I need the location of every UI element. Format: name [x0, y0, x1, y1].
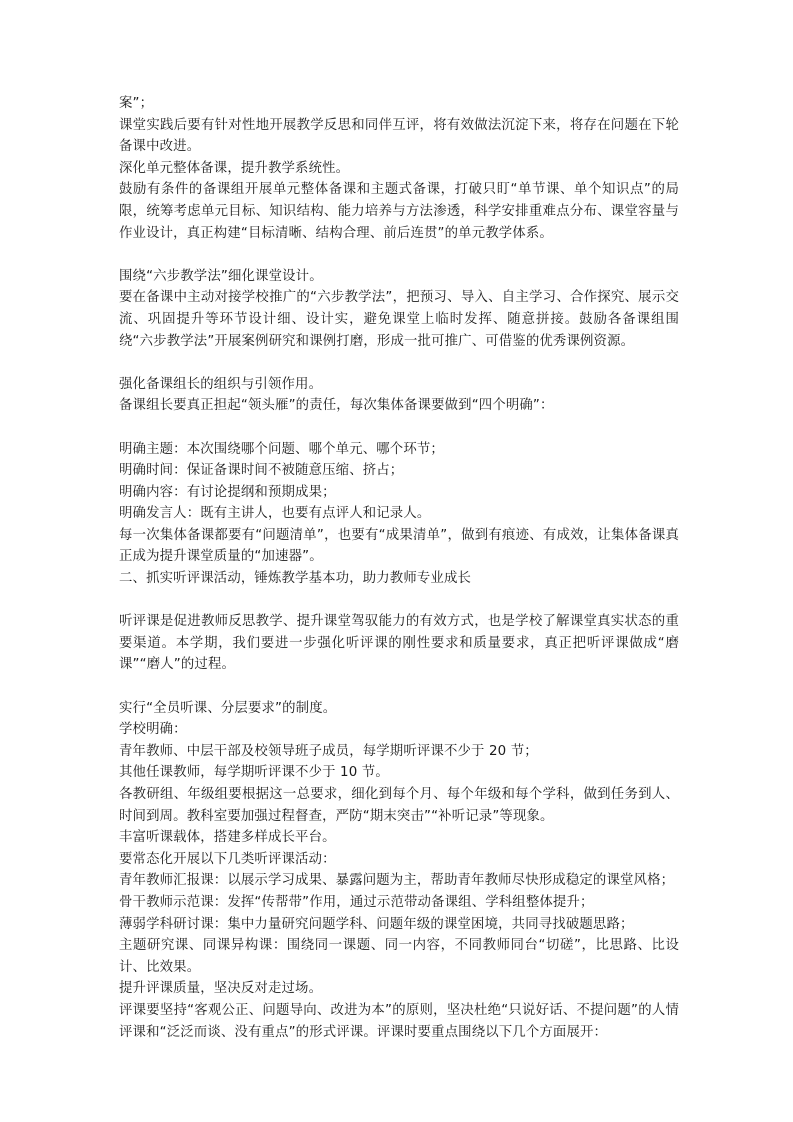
- paragraph: 提升评课质量，坚决反对走过场。: [119, 981, 323, 997]
- paragraph: 要在备课中主动对接学校推广的“六步教学法”，把预习、导入、自主学习、合作探究、展示交流、巩固提升等环节设计细、设计实，避免课堂上临时发挥、随意拼接。鼓励各备课组围绕“六步教学法”开展案例研究和课例打磨，形成一批可推广、可借鉴的优秀课例资源。: [119, 290, 679, 349]
- paragraph: 听评课是促进教师反思教学、提升课堂驾驭能力的有效方式，也是学校了解课堂真实状态的重要渠道。本学期，我们要进一步强化听评课的刚性要求和质量要求，真正把听评课做成“磨课”“磨人”的过程。: [119, 614, 679, 673]
- paragraph: 骨干教师示范课：发挥“传帮带”作用，通过示范带动备课组、学科组整体提升；: [119, 894, 594, 910]
- blank-line: [119, 352, 679, 374]
- paragraph: 案”；: [119, 96, 154, 111]
- paragraph: 主题研究课、同课异构课：围绕同一课题、同一内容，不同教师同台“切磋”，比思路、比设计、比效果。: [119, 938, 679, 975]
- paragraph: 学校明确：: [119, 722, 187, 738]
- paragraph: 要常态化开展以下几类听评课活动：: [119, 851, 336, 867]
- document-body: [119, 93, 679, 1043]
- paragraph: 课堂实践后要有针对性地开展教学反思和同伴互评，将有效做法沉淀下来，将存在问题在下轮备课中改进。: [119, 117, 679, 155]
- paragraph: 深化单元整体备课，提升教学系统性。: [119, 160, 350, 176]
- paragraph: 明确发言人：既有主讲人，也要有点评人和记录人。: [119, 506, 431, 522]
- paragraph: 青年教师、中层干部及校领导班子成员，每学期听评课不少于 20 节；: [119, 743, 538, 759]
- paragraph: 青年教师汇报课：以展示学习成果、暴露问题为主，帮助青年教师尽快形成稳定的课堂风格；: [119, 873, 675, 889]
- paragraph: 每一次集体备课都要有“问题清单”，也要有“成果清单”，做到有痕迹、有成效，让集体备课真正成为提升课堂质量的“加速器”。: [119, 527, 679, 565]
- paragraph: 实行“全员听课、分层要求”的制度。: [119, 700, 337, 716]
- paragraph: 备课组长要真正担起“领头雁”的责任，每次集体备课要做到“四个明确”：: [119, 398, 554, 414]
- paragraph: 强化备课组长的组织与引领作用。: [119, 376, 323, 392]
- paragraph: 二、抓实听评课活动，锤炼教学基本功，助力教师专业成长: [119, 571, 472, 587]
- paragraph: 薄弱学科研讨课：集中力量研究问题学科、问题年级的课堂困境，共同寻找破题思路；: [119, 916, 634, 932]
- paragraph: 明确内容：有讨论提纲和预期成果；: [119, 484, 336, 500]
- blank-line: [119, 417, 679, 439]
- paragraph: 明确主题：本次围绕哪个问题、哪个单元、哪个环节；: [119, 441, 444, 457]
- blank-line: [119, 590, 679, 612]
- blank-line: [119, 676, 679, 698]
- paragraph: 围绕“六步教学法”细化课堂设计。: [119, 268, 323, 284]
- paragraph: 丰富听课载体，搭建多样成长平台。: [119, 830, 336, 846]
- blank-line: [119, 244, 679, 266]
- paragraph: 明确时间：保证备课时间不被随意压缩、挤占；: [119, 463, 404, 479]
- paragraph: 各教研组、年级组要根据这一总要求，细化到每个月、每个年级和每个学科，做到任务到人、时间到周。教科室要加强过程督查，严防“期末突击”“补听记录”等现象。: [119, 787, 679, 824]
- paragraph: 其他任课教师，每学期听评课不少于 10 节。: [119, 765, 389, 781]
- paragraph: 鼓励有条件的备课组开展单元整体备课和主题式备课，打破只盯“单节课、单个知识点”的局限，统筹考虑单元目标、知识结构、能力培养与方法渗透，科学安排重难点分布、课堂容量与作业设计，真正构建“目标清晰、结构合理、前后连贯”的单元教学体系。: [119, 182, 679, 241]
- paragraph: 评课要坚持“客观公正、问题导向、改进为本”的原则，坚决杜绝“只说好话、不提问题”的人情评课和“泛泛而谈、没有重点”的形式评课。评课时要重点围绕以下几个方面展开：: [119, 1002, 679, 1040]
